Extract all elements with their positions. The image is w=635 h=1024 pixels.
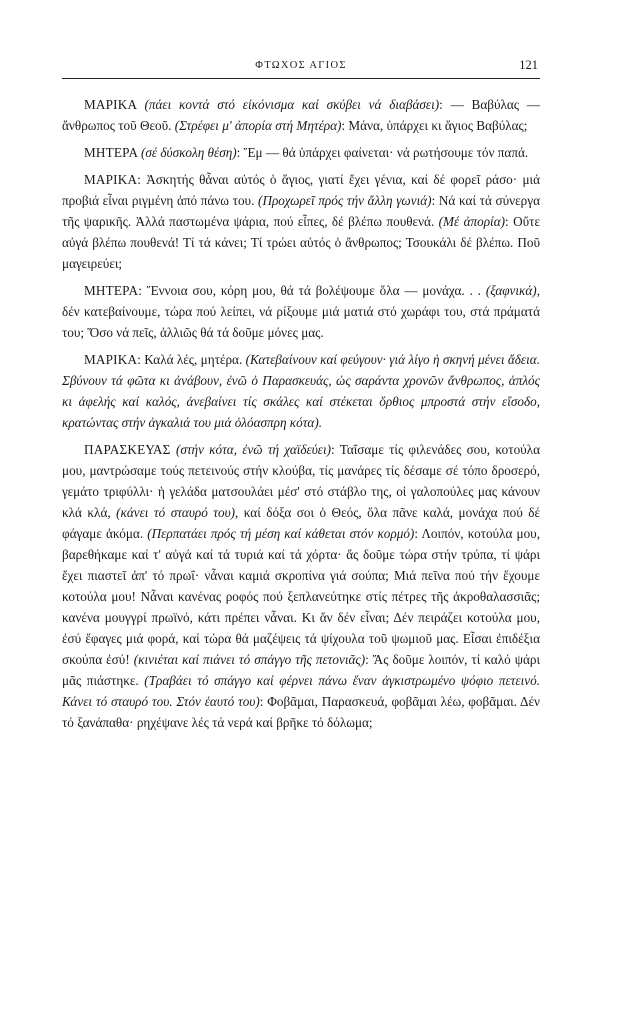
- speaker-name: ΜΑΡΙΚΑ: [84, 97, 145, 112]
- dialogue-paragraph: [62, 439, 540, 733]
- dialogue-paragraph: [62, 349, 540, 433]
- dialogue-paragraph: [62, 94, 540, 136]
- dialogue-paragraph: [62, 142, 540, 163]
- dialogue-text: : Ἀσκητής θἆναι αὐτός ὁ ἅγιος, γιατί ἔχει γένια, καί δέ φορεῖ ράσο· μιά προβιά εἶναι ριγμένη ἀπό πάνω του.: [62, 172, 540, 208]
- stage-direction: (Προχωρεῖ πρός τήν ἄλλη γωνιά): [258, 193, 432, 208]
- page-body: [62, 94, 540, 733]
- dialogue-paragraph: [62, 169, 540, 274]
- dialogue-text: : Ἔμ — θά ὑπάρχει φαίνεται· νά ρωτήσουμε τόν παπά.: [236, 145, 529, 160]
- stage-direction: (πάει κοντά στό εἰκόνισμα καί σκύβει νά διαβάσει): [144, 97, 440, 112]
- stage-direction: (στήν κότα, ἐνῶ τή χαϊδεύει): [175, 442, 332, 457]
- dialogue-text: : Καλά λές, μητέρα.: [137, 352, 246, 367]
- dialogue-text: : — Βαβύλας — ἄνθρωπος τοῦ Θεοῦ.: [62, 97, 540, 133]
- speaker-name: ΜΗΤΕΡΑ: [84, 283, 139, 298]
- running-title: ΦΤΩΧΟΣ ΑΓΙΟΣ: [255, 60, 347, 71]
- stage-direction: (Μέ ἀπορία): [438, 214, 506, 229]
- dialogue-text: : Οὔτε αὐγά βλέπω πουθενά! Τί τά κάνει; Τί τρώει αὐτός ὁ ἄνθρωπος; Τσουκάλι δέ βλέπω. Ποῦ μαγειρεύει;: [62, 214, 540, 271]
- stage-direction: (σέ δύσκολη θέση): [141, 145, 237, 160]
- speaker-name: ΜΑΡΙΚΑ: [84, 352, 138, 367]
- dialogue-text: : Λοιπόν, κοτούλα μου, βαρεθήκαμε καί τ' αὐγά καί τά τυριά καί τά χόρτα· ἄς δοῦμε τώρα στήν τρύπα, τί ψάρι ἔχει πιαστεῖ ἀπ' τό πρωΐ· νἆναι καμιά σκροπίνα γιά σούπα; Μιά πεῖνα πού τήν ἔχουμε κοτούλα μου! Νἆναι κανένας ροφός πού ξεπλανεύτηκε στίς πέτρες τῆς ἀκροθαλασσιᾶς; κανένα μουγγρί πρωϊνό, κάτι πρέπει νἆναι. Κι ἄν δέν εἶναι; Δέν πειράζει κοτούλα μου, ἐσύ ἔφαγες μιά φορά, καί τώρα θά μαζέψεις τά ψίχουλα τοῦ ψωμιοῦ μας. Εἶσαι ἐπιδέξια σκούπα ἐσύ!: [62, 526, 541, 667]
- dialogue-text: : Ταΐσαμε τίς φιλενάδες σου, κοτούλα μου, μαντρώσαμε τούς πετεινούς στήν κλούβα, τίς μανάρες τίς δέσαμε σέ τόπο δροσερό, γεμάτο τριφύλλι· ἡ γελάδα ματσουλάει μέσ' στό στάβλο της, οἱ γαλοπούλες μας κάνουν κλά κλά,: [62, 442, 540, 520]
- dialogue-text: : Νά καί τά σύνεργα τῆς ψαρικῆς. Ἀλλά παστωμένα ψάρια, πού εἶπες, δέ βλέπω πουθενά.: [62, 193, 540, 229]
- stage-direction: (Κατεβαίνουν καί φεύγουν· γιά λίγο ἡ σκηνή μένει ἄδεια. Σβύνουν τά φῶτα κι ἀνάβουν, ἐνῶ ὁ Παρασκευάς, ὡς σαράντα χρονῶν ἄνθρωπος, ἁπλός κι ἀφελής καί καλός, ἀνεβαίνει τίς σκάλες καί στέκεται ὄρθιος μπροστά στήν εἴσοδο, κρατώντας στήν ἀγκαλιά του μιά ὁλόασπρη κότα).: [62, 352, 541, 430]
- stage-direction: (Περπατάει πρός τή μέση καί κάθεται στόν κορμό): [147, 526, 415, 541]
- dialogue-text: : Ἄς δοῦμε λοιπόν, τί καλό ψάρι μᾶς πιάστηκε.: [62, 652, 540, 688]
- speaker-name: ΜΑΡΙΚΑ: [84, 172, 138, 187]
- dialogue-text: , καί δόξα σοι ὁ Θεός, ὅλα πᾶνε καλά, μονάχα πού δέ φάγαμε ἀκόμα.: [62, 505, 540, 541]
- dialogue-text: : Μάνα, ὑπάρχει κι ἅγιος Βαβύλας;: [341, 118, 528, 133]
- stage-direction: (κάνει τό σταυρό του): [116, 505, 236, 520]
- page-header: [62, 58, 540, 79]
- dialogue-text: : Ἔννοια σου, κόρη μου, θά τά βολέψουμε ὅλα — μονάχα. . .: [138, 283, 486, 298]
- page-number: 121: [519, 58, 538, 72]
- dialogue-text: : Φοβᾶμαι, Παρασκευά, φοβᾶμαι λέω, φοβᾶμαι. Δέν τό ξανάπαθα· ρηχέψανε λές τά νερά καί βρῆκε τό δόλωμα;: [62, 694, 540, 730]
- stage-direction: (Τραβάει τό σπάγγο καί φέρνει πάνω ἕναν ἀγκιστρωμένο ψόφιο πετεινό. Κάνει τό σταυρό του. Στόν ἑαυτό του): [62, 673, 540, 709]
- stage-direction: (κινιέται καί πιάνει τό σπάγγο τῆς πετονιᾶς): [133, 652, 366, 667]
- speaker-name: ΜΗΤΕΡΑ: [84, 145, 141, 160]
- stage-direction: (Στρέφει μ' ἀπορία στή Μητέρα): [174, 118, 342, 133]
- stage-direction: (ξαφνικά): [485, 283, 537, 298]
- dialogue-text: , δέν κατεβαίνουμε, τώρα πού λείπει, νά ρίξουμε μιά ματιά στό χωράφι του, στά πράματά του; Ὅσο νά πεῖς, ἀλλιῶς θά τά δοῦμε μόνες μας.: [62, 283, 540, 340]
- dialogue-paragraph: [62, 280, 540, 343]
- speaker-name: ΠΑΡΑΣΚΕΥΑΣ: [84, 442, 176, 457]
